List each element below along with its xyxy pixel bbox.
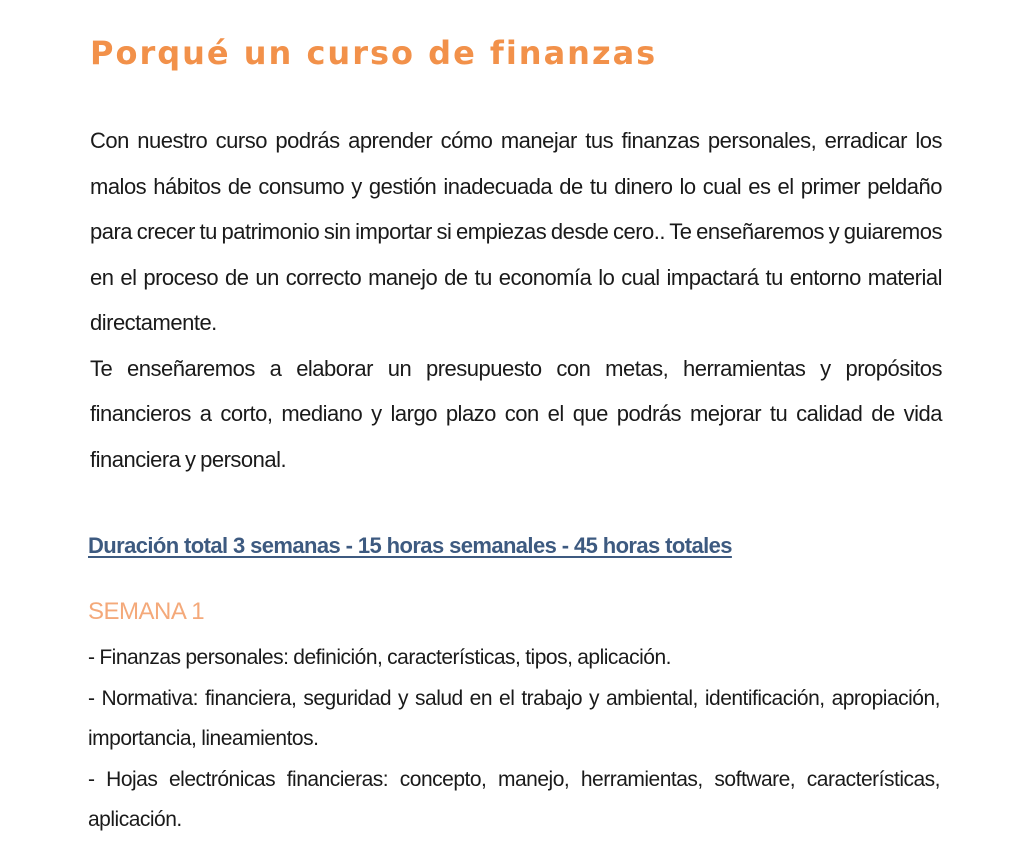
topic-item: - Finanzas personales: definición, características, tipos, aplicación. [88,646,671,669]
topic-item: - Hojas electrónicas financieras: concepto, manejo, herramientas, software, características, aplicación. [88,767,940,831]
topic-item: - Normativa: financiera, seguridad y salud en el trabajo y ambiental, identificación, apropiación, importancia, lineamientos. [88,686,940,750]
intro-paragraph-1: Con nuestro curso podrás aprender cómo manejar tus finanzas personales, erradicar los malos hábitos de consumo y gestión inadecuada de tu dinero lo cual es el primer peldaño para crecer tu patrimonio sin importar si empiezas desde cero.. Te enseñaremos y guiaremos en el proceso de un correcto manejo de tu economía lo cual impactará tu entorno material directamente. [90,128,942,335]
intro-paragraph-2: Te enseñaremos a elaborar un presupuesto con metas, herramientas y propósitos financieros a corto, mediano y largo plazo con el que podrás mejorar tu calidad de vida financiera y personal. [90,355,942,472]
page-title: Porqué un curso de finanzas [90,34,658,72]
intro-section [90,118,942,482]
week-1-topic-list [88,638,940,841]
week-1-title: SEMANA 1 [88,598,205,625]
course-duration-heading: Duración total 3 semanas - 15 horas semanales - 45 horas totales [88,533,732,558]
